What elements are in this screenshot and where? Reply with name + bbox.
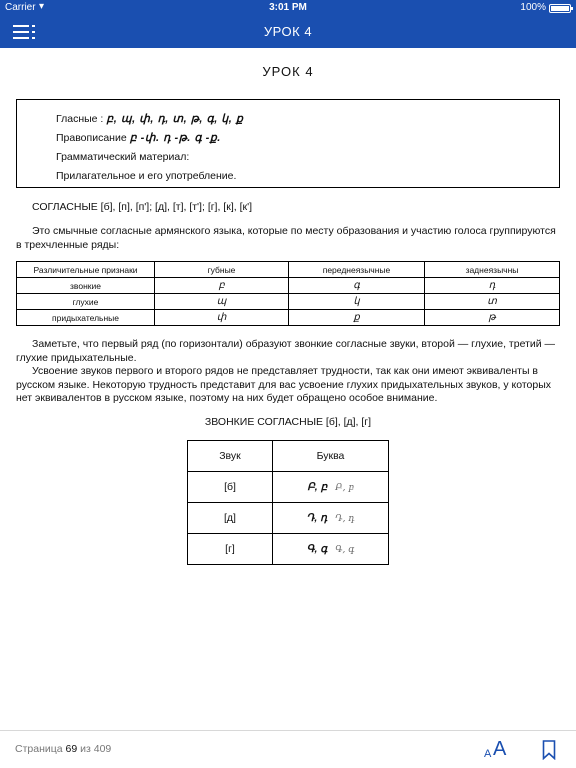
carrier-label: Carrier (5, 2, 36, 13)
table-header: Буква (273, 441, 389, 472)
table-cell: գ (289, 278, 425, 294)
table-row (188, 503, 389, 534)
wifi-icon: ▾ (39, 1, 45, 12)
table-row (188, 534, 389, 565)
sound-cell: [б] (188, 472, 273, 503)
page-separator: из (80, 743, 91, 755)
page-title: УРОК 4 (262, 64, 314, 79)
vowels-line (56, 110, 559, 129)
table-header: Различительные признаки (17, 262, 155, 278)
vowels-label: Гласные : (56, 113, 104, 125)
letter-cell (273, 472, 389, 503)
battery-percent: 100% (520, 2, 546, 13)
table-row (188, 472, 389, 503)
table-header-row (188, 441, 389, 472)
grammar-topic: Прилагательное и его употребление. (56, 170, 237, 182)
table-header: губные (155, 262, 289, 278)
table-cell: կ (289, 294, 425, 310)
table-cell: պ (155, 294, 289, 310)
nav-bar (0, 16, 576, 48)
spelling-letters: բ -փ. դ -թ. գ -ք. (129, 132, 221, 144)
spelling-label: Правописание (56, 132, 127, 144)
book-page (0, 48, 576, 730)
table-header: Звук (188, 441, 273, 472)
table-cell: բ (155, 278, 289, 294)
table-cell: տ (425, 294, 560, 310)
handwritten-letter: Գ, գ (335, 545, 355, 555)
subsection-heading: ЗВОНКИЕ СОГЛАСНЫЕ [б], [д], [г] (204, 416, 372, 428)
table-row (17, 310, 560, 326)
section-heading: СОГЛАСНЫЕ [б], [п], [п']; [д], [т], [т']; [г], [к], [к'] (32, 201, 253, 213)
paragraph-rows-text: Заметьте, что первый ряд (по горизонтали) образуют звонкие согласные звуки, второй — глухие, третий — глухие придыхательные. (16, 338, 556, 364)
sound-cell: [г] (188, 534, 273, 565)
table-cell: придыхательные (17, 310, 155, 326)
table-row (17, 278, 560, 294)
table-cell: ք (289, 310, 425, 326)
page-indicator (15, 743, 111, 755)
table-header: переднеязычные (289, 262, 425, 278)
table-cell: глухие (17, 294, 155, 310)
table-header-row (17, 262, 560, 278)
letter-cell (273, 534, 389, 565)
paragraph-intro-text: Это смычные согласные армянского языка, которые по месту образования и участию голоса группируются в трехчленные ряды: (16, 225, 556, 251)
sound-cell: [д] (188, 503, 273, 534)
clock: 3:01 PM (269, 2, 307, 13)
table-cell: թ (425, 310, 560, 326)
letter-cell (273, 503, 389, 534)
page-label: Страница (15, 743, 63, 755)
page-total: 409 (93, 743, 112, 755)
printed-letter: Գ, գ (306, 543, 328, 555)
bottom-toolbar (0, 730, 576, 768)
table-header: заднеязычны (425, 262, 560, 278)
printed-letter: Դ, դ (306, 512, 328, 524)
bookmark-icon[interactable] (542, 740, 556, 760)
grammar-label: Грамматический материал: (56, 151, 190, 163)
status-bar (0, 0, 576, 16)
table-cell: փ (155, 310, 289, 326)
paragraph-difficulty-text: Усвоение звуков первого и второго рядов не представляет трудности, так как они имеют эквиваленты в русском языке. Некоторую трудность представит для вас усвоение глухих придыхательных звуков, у которых нет эквивалентов в русском языке, поэтому на них будет обращено особое внимание. (16, 365, 552, 404)
font-size-icon[interactable]: A A (484, 738, 507, 760)
page-current: 69 (65, 743, 78, 755)
table-row (17, 294, 560, 310)
table-cell: звонкие (17, 278, 155, 294)
table-cell: դ (425, 278, 560, 294)
handwritten-letter: Բ, բ (335, 483, 354, 493)
paragraph-difficulty (16, 365, 560, 406)
consonant-table (16, 261, 560, 326)
paragraph-intro (16, 225, 560, 252)
voiced-consonants-table (187, 440, 389, 565)
printed-letter: Բ, բ (307, 481, 328, 493)
spelling-line (56, 129, 559, 148)
handwritten-letter: Դ, դ (335, 514, 355, 524)
paragraph-rows (16, 338, 560, 365)
vowels-letters: բ, պ, փ, դ, տ, թ, գ, կ, ք (106, 113, 244, 125)
battery-icon (549, 4, 571, 13)
lesson-summary-box (16, 99, 560, 188)
nav-title: УРОК 4 (263, 24, 313, 39)
